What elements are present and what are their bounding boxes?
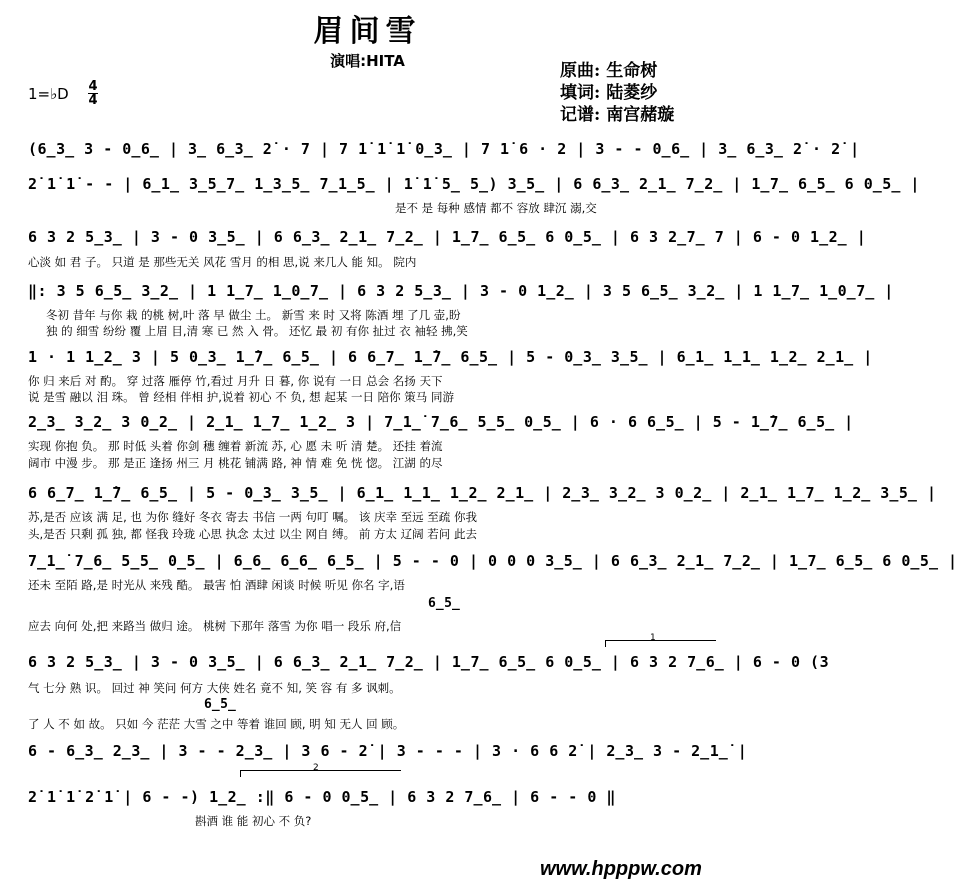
extra-note: 6̲5̲ [428,596,461,611]
music-line: (6̲3̲ 3 - 0̲6̲ | 3̲ 6̲3̲ 2̇ · 7 | 7 1̇ 1̇ 1̇ 0̲3̲ | 7 1̇ 6 · 2 | 3 - - 0̲6̲ | 3̲ 6̲3̲ 2̇ · 2̇ | [28,140,860,158]
credit-transcriber: 记谱: 南宫赭璇 [560,105,675,125]
lyric-line: 应去 向何 处,把 来路当 做归 途。 桃树 下那年 落雪 为你 唱一 段乐 府,信 [28,619,402,633]
lyric-line: 说 是雪 融以 泪 珠。 曾 经相 伴相 护,说着 初心 不 负, 想 起某 一日 陪你 策马 同游 [28,390,454,404]
lyric-line: 斟酒 谁 能 初心 不 负? [195,814,312,828]
site-watermark: www.hpppw.com [540,858,702,880]
key-signature: 1=♭D [28,85,69,103]
lyric-line: 阔市 中漫 步。 那 是正 逢扬 州三 月 桃花 铺满 路, 神 情 难 免 恍 惚。 江湖 的尽 [28,456,443,470]
lyric-line: 是不 是 每种 感情 都不 容放 肆沉 溺,交 [395,201,597,215]
credit-lyricist: 填词: 陆菱纱 [560,83,658,103]
music-line: 2̇ 1̇ 1̇ - - | 6̲1̲ 3̲5̲7̲ 1̲3̲5̲ 7̲1̲5̲ | 1̇ 1̇ 5̲ 5̲) 3̲5̲ | 6 6̲3̲ 2̲1̲ 7̲2̲ | 1̲7̲ 6̲5̲ 6 0̲5̲ | [28,175,920,193]
lyric-line: 心淡 如 君 子。 只道 是 那些无关 风花 雪月 的相 思,说 来几人 能 知。 院内 [28,255,417,269]
volta-label: 2 [313,763,319,773]
music-line: 6 3 2 5̲3̲ | 3 - 0 3̲5̲ | 6 6̲3̲ 2̲1̲ 7̲2̲ | 1̲7̲ 6̲5̲ 6 0̲5̲ | 6 3 2̲7̲ 7 | 6 - 0 1̲2̲ | [28,228,867,246]
volta-bracket-1 [605,633,716,647]
music-line: 6 3 2 5̲3̲ | 3 - 0 3̲5̲ | 6 6̲3̲ 2̲1̲ 7̲2̲ | 1̲7̲ 6̲5̲ 6 0̲5̲ | 6 3 2 7̲6̲ | 6 - 0 (3 [28,653,830,671]
music-line: 1 · 1 1̲2̲ 3 | 5 0̲3̲ 1̲̇7̲ 6̲5̲ | 6 6̲7̲ 1̲̇7̲ 6̲5̲ | 5 - 0̲3̲ 3̲5̲ | 6̲1̲ 1̲1̲ 1̲2̲ 2̲1̲ | [28,348,873,366]
volta-label: 1 [650,633,656,643]
lyric-line: 苏,是否 应该 满 足, 也 为你 缝好 冬衣 寄去 书信 一两 句叮 嘱。 该 庆幸 至远 至疏 你我 [28,510,477,524]
lyric-line: 气 七分 熟 识。 回过 神 笑问 何方 大侠 姓名 竟不 知, 笑 容 有 多 讽刺。 [28,681,401,695]
music-line: 2̲3̲ 3̲2̲ 3 0̲2̲ | 2̲1̲ 1̲7̲ 1̲2̲ 3 | 7̲1̲̇ 7̲6̲ 5̲5̲ 0̲5̲ | 6 · 6 6̲5̲ | 5 - 1̲̇7̲ 6̲5̲ | [28,413,854,431]
lyric-line: 冬初 昔年 与你 栽 的桃 树,叶 落 早 做尘 土。 新雪 来 时 又将 陈酒 埋 了几 壶,盼 [46,308,461,322]
music-line: 6 - 6̲3̲ 2̲3̲ | 3 - - 2̲3̲ | 3 6 - 2̇ | 3 - - - | 3 · 6 6 2̇ | 2̲3̲ 3 - 2̲1̲̇ | [28,742,748,760]
extra-note: 6̲5̲ [204,697,237,712]
music-line: 2̇ 1̇ 1̇ 2̇ 1̇ | 6 - -) 1̲2̲ :‖ 6 - 0 0̲5̲ | 6 3 2 7̲6̲ | 6 - - 0 ‖ [28,788,616,806]
lyric-line: 独 的 细雪 纷纷 覆 上眉 目,清 寒 已 然 入 骨。 还忆 最 初 有你 扯过 衣 袖轻 拂,笑 [46,324,468,338]
music-line: ‖: 3 5 6̲5̲ 3̲2̲ | 1 1̲7̲ 1̲0̲7̲ | 6 3 2 5̲3̲ | 3 - 0 1̲2̲ | 3 5 6̲5̲ 3̲2̲ | 1 1̲7̲ 1̲0̲7̲ | [28,282,894,300]
lyric-line: 头,是否 只剩 孤 独, 都 怪我 玲珑 心思 执念 太过 以尘 网自 缚。 前 方太 辽阔 若问 此去 [28,527,477,541]
time-signature [88,80,98,107]
music-line: 6 6̲7̲ 1̲̇7̲ 6̲5̲ | 5 - 0̲3̲ 3̲5̲ | 6̲1̲ 1̲1̲ 1̲2̲ 2̲1̲ | 2̲3̲ 3̲2̲ 3 0̲2̲ | 2̲1̲ 1̲7̲ 1̲2̲ 3̲5̲ | [28,484,937,502]
meter-top: 4 [88,79,98,94]
song-title: 眉间雪 [313,14,422,49]
credits-block [560,60,674,126]
lyric-line: 你 归 来后 对 酌。 穿 过落 雁停 竹,看过 月升 日 暮, 你 说有 一日 总会 名扬 天下 [28,374,443,388]
volta-bracket-2 [240,763,401,777]
lyric-line: 还未 至陌 路,是 时光从 来残 酷。 最害 怕 酒肆 闲谈 时候 听见 你名 字,语 [28,578,405,592]
lyric-line: 实现 你抱 负。 那 时低 头着 你剑 穗 缠着 新流 苏, 心 愿 未 听 清 楚。 还挂 着流 [28,439,443,453]
meter-bottom: 4 [88,93,98,108]
music-line: 7̲1̲̇ 7̲6̲ 5̲5̲ 0̲5̲ | 6̲6̲ 6̲6̲ 6̲5̲ | 5 - - 0 | 0 0 0 3̲5̲ | 6 6̲3̲ 2̲1̲ 7̲2̲ | 1̲7̲ 6̲5̲ 6 0̲5̲ | [28,552,958,570]
lyric-line: 了 人 不 如 故。 只如 今 茫茫 大雪 之中 等着 谁回 顾, 明 知 无人 回 顾。 [28,717,405,731]
singer-credit: 演唱:HITA [330,52,405,70]
credit-original: 原曲: 生命树 [560,61,658,81]
